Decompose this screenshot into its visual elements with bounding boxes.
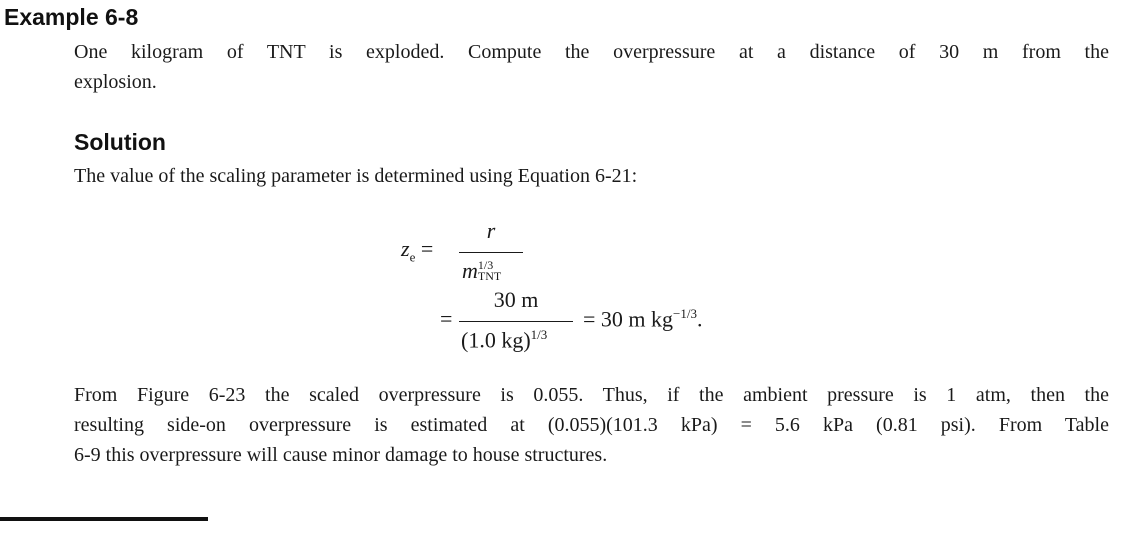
fraction1-numerator: r: [486, 218, 496, 243]
problem-line-1: One kilogram of TNT is exploded. Compute the overpressure at a distance of 30 m from the: [74, 41, 1109, 63]
equation-result-sup: −1/3: [673, 306, 697, 321]
equation-lhs-var: z: [401, 236, 410, 261]
equation-equals-2: =: [440, 306, 453, 331]
equation-lhs-sub: e: [409, 249, 416, 265]
fraction2-denominator: (1.0 kg)$^{1/3}$: [461, 327, 548, 353]
equation-lhs: [401, 236, 433, 265]
fraction1-den-sub: TNT: [477, 269, 502, 283]
equation-result: = 30 m $kg^{-1/3}$.: [583, 306, 703, 332]
fraction1-bar: [459, 252, 523, 253]
fraction2-bar: [459, 321, 573, 322]
equation-equals: =: [420, 236, 434, 261]
fraction1-den-sup: 1/3: [477, 258, 494, 272]
fraction1-denominator: m 1/3 TNT: [462, 258, 502, 283]
conclusion-line-1: From Figure 6-23 the scaled overpressure is 0.055. Thus, if the ambient pressure is 1 atm, then the: [74, 384, 1109, 406]
conclusion-line-3: 6-9 this overpressure will cause minor damage to house structures.: [74, 444, 608, 466]
fraction2-numerator: 30 m: [493, 287, 539, 312]
solution-heading: Solution: [74, 129, 166, 155]
problem-line-2: explosion.: [74, 71, 157, 93]
conclusion-line-2: resulting side-on overpressure is estimated at (0.055)(101.3 kPa) = 5.6 kPa (0.81 psi). From Table: [74, 414, 1109, 436]
example-title: Example 6-8: [4, 4, 139, 30]
end-rule: [0, 517, 208, 521]
fraction2-den-sup: 1/3: [530, 327, 548, 342]
solution-intro: The value of the scaling parameter is determined using Equation 6-21:: [74, 165, 638, 187]
